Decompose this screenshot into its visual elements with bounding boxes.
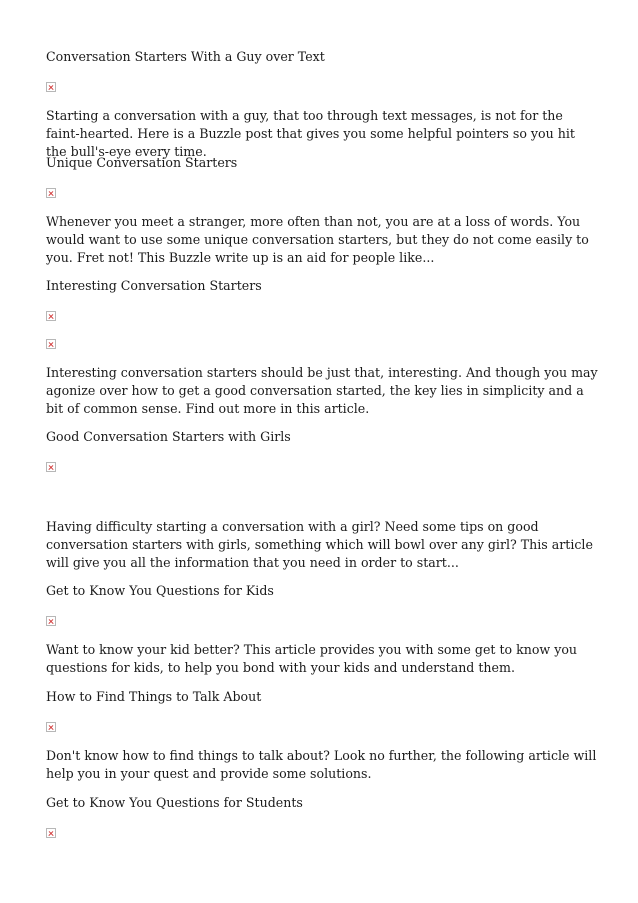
broken-image-icon [46, 82, 56, 92]
article-title: Good Conversation Starters with Girls [46, 429, 291, 444]
article-title: Get to Know You Questions for Students [46, 795, 303, 810]
broken-image-icon [46, 339, 56, 349]
broken-image-icon [46, 188, 56, 198]
article-description: Want to know your kid better? This article provides you with some get to know you questions for kids, to help you bond with your kids and understand them. [46, 642, 578, 675]
article-title: Unique Conversation Starters [46, 155, 238, 170]
article-description: Having difficulty starting a conversation with a girl? Need some tips on good conversation starters with girls, something which will bowl over any girl? This article will give you all the information that you need in order to start... [46, 519, 593, 570]
article-description: Whenever you meet a stranger, more often than not, you are at a loss of words. You would want to use some unique conversation starters, but they do not come easily to you. Fret not! This Buzzle write up is an aid for people like... [46, 214, 589, 265]
article-description: Interesting conversation starters should be just that, interesting. And though you may agonize over how to get a good conversation started, the key lies in simplicity and a bit of common sense. Find out more in this article. [46, 365, 598, 416]
article-title: Get to Know You Questions for Kids [46, 583, 274, 598]
broken-image-icon [46, 616, 56, 626]
article-description: Starting a conversation with a guy, that too through text messages, is not for the faint-hearted. Here is a Buzzle post that gives you some helpful pointers so you hit the bull's-eye every time. [46, 108, 575, 159]
article-title: Interesting Conversation Starters [46, 278, 262, 293]
broken-image-icon [46, 462, 56, 472]
article-title: Conversation Starters With a Guy over Text [46, 49, 325, 64]
broken-image-icon [46, 311, 56, 321]
article-description: Don't know how to find things to talk about? Look no further, the following article will help you in your quest and provide some solutions. [46, 748, 597, 781]
broken-image-icon [46, 828, 56, 838]
article-title: How to Find Things to Talk About [46, 689, 262, 704]
broken-image-icon [46, 722, 56, 732]
